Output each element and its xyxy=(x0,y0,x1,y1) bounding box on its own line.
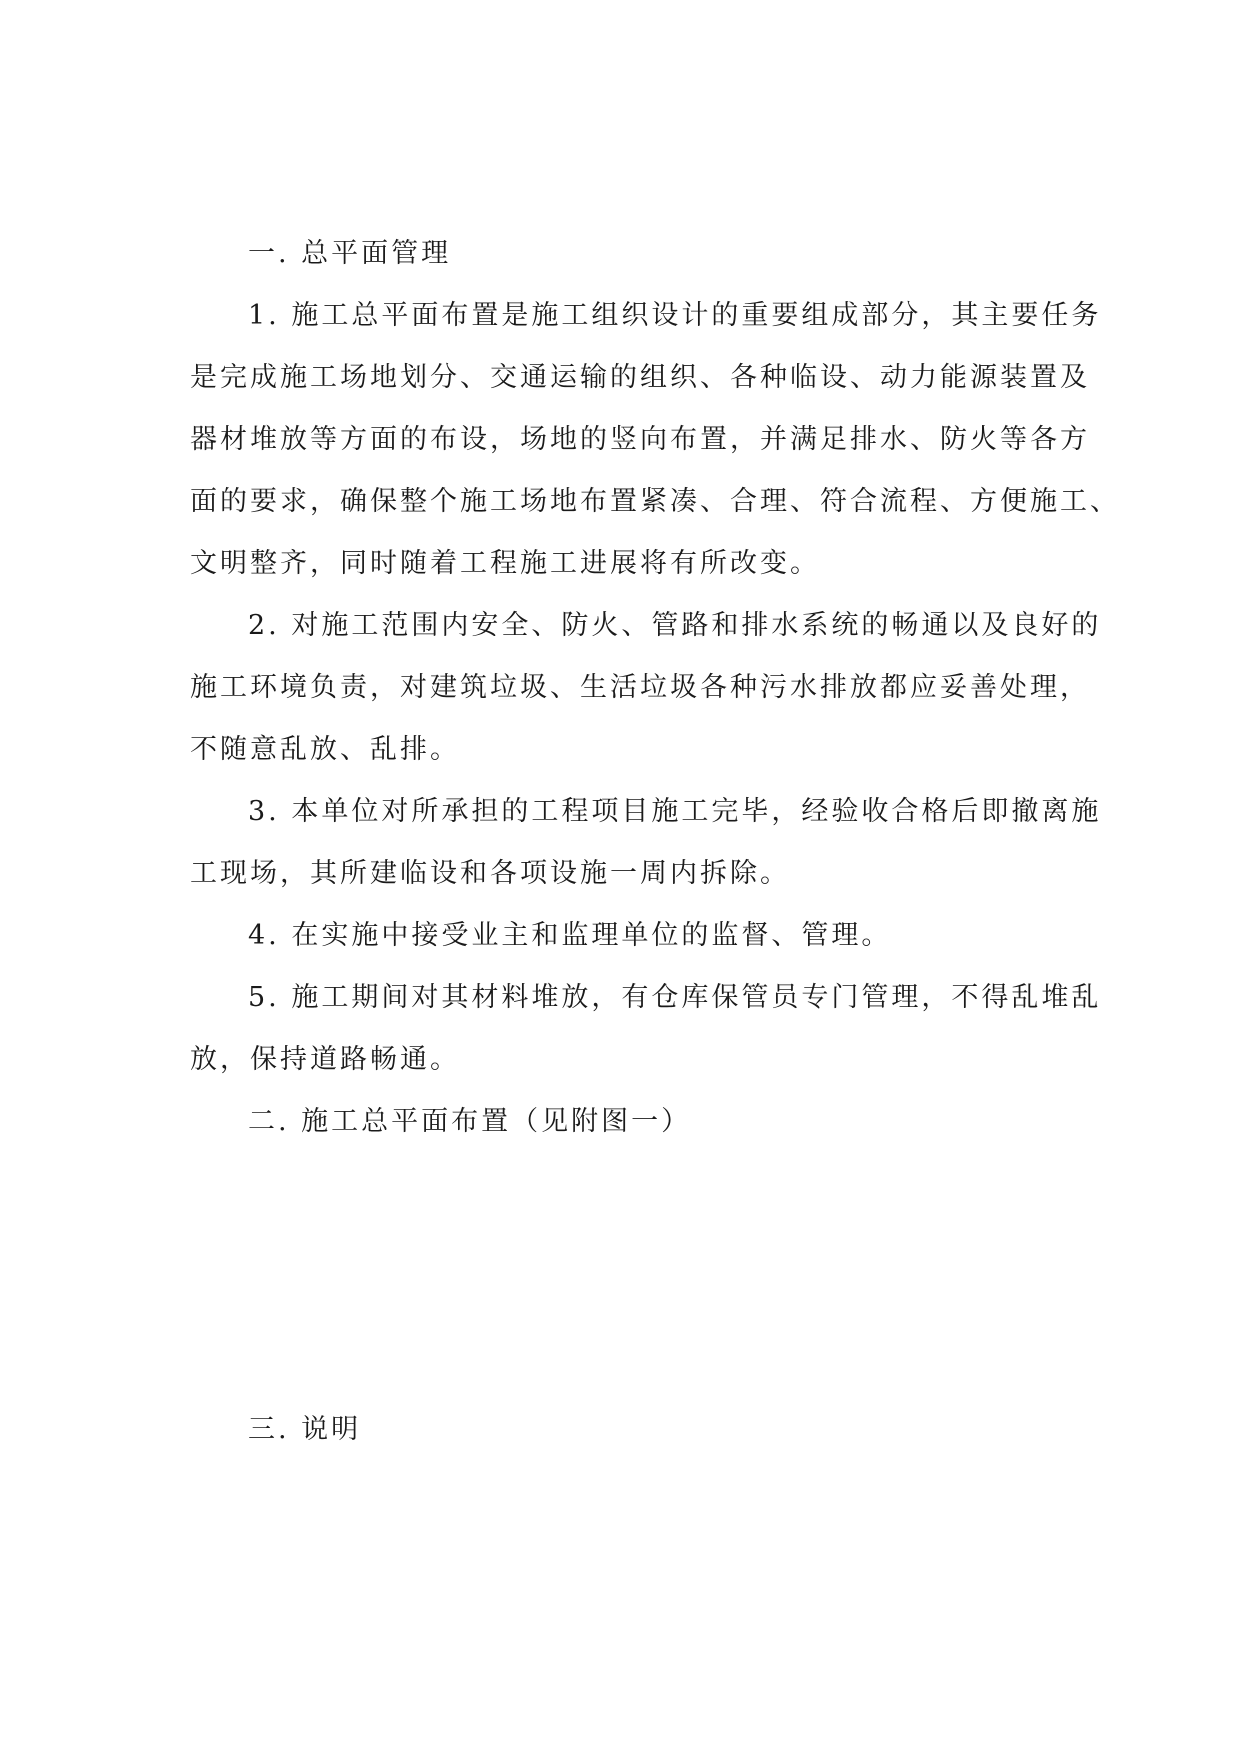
paragraph-5-line-2: 放，保持道路畅通。 xyxy=(190,1044,460,1075)
paragraph-1-line-4: 面的要求，确保整个施工场地布置紧凑、合理、符合流程、方便施工、 xyxy=(190,486,1120,517)
section-heading-1: 一. 总平面管理 xyxy=(248,238,452,269)
paragraph-1-line-1: 1. 施工总平面布置是施工组织设计的重要组成部分，其主要任务 xyxy=(248,300,1102,331)
paragraph-2-line-3: 不随意乱放、乱排。 xyxy=(190,734,460,765)
paragraph-3-line-2: 工现场，其所建临设和各项设施一周内拆除。 xyxy=(190,858,790,889)
paragraph-2-line-2: 施工环境负责，对建筑垃圾、生活垃圾各种污水排放都应妥善处理， xyxy=(190,672,1090,703)
paragraph-4-line-1: 4. 在实施中接受业主和监理单位的监督、管理。 xyxy=(248,920,892,951)
paragraph-1-line-5: 文明整齐，同时随着工程施工进展将有所改变。 xyxy=(190,548,820,579)
section-heading-2: 二. 施工总平面布置（见附图一） xyxy=(248,1106,692,1137)
paragraph-2-line-1: 2. 对施工范围内安全、防火、管路和排水系统的畅通以及良好的 xyxy=(248,610,1102,641)
paragraph-1-line-2: 是完成施工场地划分、交通运输的组织、各种临设、动力能源装置及 xyxy=(190,362,1090,393)
paragraph-5-line-1: 5. 施工期间对其材料堆放，有仓库保管员专门管理，不得乱堆乱 xyxy=(248,982,1102,1013)
paragraph-3-line-1: 3. 本单位对所承担的工程项目施工完毕，经验收合格后即撤离施 xyxy=(248,796,1102,827)
paragraph-1-line-3: 器材堆放等方面的布设，场地的竖向布置，并满足排水、防火等各方 xyxy=(190,424,1090,455)
section-heading-3: 三. 说明 xyxy=(248,1414,362,1445)
